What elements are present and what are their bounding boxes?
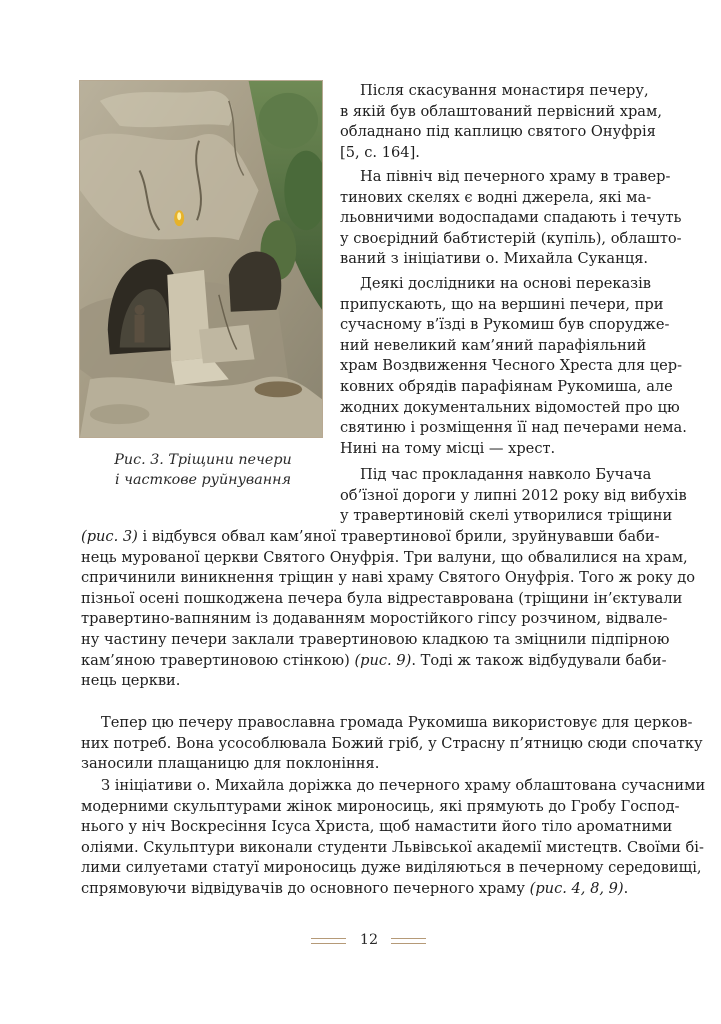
paragraph-3	[340, 274, 687, 459]
text-segment: .	[623, 879, 629, 897]
page-footer	[0, 930, 721, 950]
text-line: травертино-вапняним із додаванням моростійкого гіпсу розчином, відвале-	[81, 610, 668, 628]
text-line: Нині на тому місці — хрест.	[340, 439, 556, 457]
text-line: тинових скелях є водні джерела, які ма-	[340, 188, 652, 206]
text-segment: кам’яною травертиновою стінкою)	[81, 651, 355, 669]
footer-rule-left	[311, 938, 346, 944]
paragraph-5	[81, 713, 703, 775]
paragraph-1	[340, 81, 662, 163]
figure-caption	[100, 451, 306, 490]
text-line: Під час прокладання навколо Бучача	[360, 466, 652, 483]
text-line: святиню і розміщення її над печерами нема.	[340, 419, 687, 437]
text-line: сучасному в’їзді в Рукомиш був споруджe-	[340, 316, 670, 334]
text-line	[81, 651, 667, 672]
text-line: в якій був облаштований первісний храм,	[340, 102, 662, 120]
text-line: об’їзної дороги у липні 2012 року від вибухів	[340, 486, 687, 504]
figure-reference: (рис. 9)	[354, 651, 412, 669]
text-line: жодних документальних відомостей про цю	[340, 398, 680, 416]
caption-line-1: Рис. 3. Тріщини печери	[114, 452, 292, 468]
text-line: Після скасування монастиря печеру,	[360, 82, 649, 99]
paragraph-4-column	[340, 465, 687, 527]
figure-reference: (рис. 3)	[81, 528, 138, 545]
text-line: ковних обрядів парафіянам Рукомиша, але	[340, 377, 673, 395]
text-line: спричинили виникнення тріщин у наві храму Святого Онуфрія. Того ж року до	[81, 569, 695, 587]
text-line: заносили плащаницю для поклоніння.	[81, 755, 380, 773]
figure-reference: (рис. 4, 8, 9)	[529, 879, 624, 897]
text-line: них потреб. Вона усособлювала Божий гріб, у Страсну п’ятницю сюди спочатку	[81, 734, 703, 752]
text-line: оліями. Скульптури виконали студенти Львівської академії мистецтв. Своїми бі-	[81, 838, 704, 856]
text-line: ну частину печери заклали травертиновою кладкою та зміцнили підпірною	[81, 630, 670, 648]
text-line: припускають, що на вершині печери, при	[340, 295, 664, 313]
text-line	[81, 879, 641, 900]
text-line: [5, с. 164].	[340, 143, 420, 161]
cave-photo	[79, 80, 323, 438]
text-line: лими силуетами статуї мироносиць дуже виділяються в печерному середовищі,	[81, 859, 702, 877]
paragraph-6	[81, 776, 706, 900]
text-line: льовничими водоспадами спадають і течуть	[340, 209, 682, 227]
paragraph-4-full	[81, 527, 695, 692]
text-line	[81, 527, 660, 548]
text-line: пізньої осені пошкоджена печера була відреставрована (тріщини ін’єктували	[81, 589, 683, 607]
text-line: Тепер цю печеру православна громада Рукомиша використовує для церков-	[101, 714, 693, 731]
paragraph-2	[340, 167, 682, 270]
text-line: обладнано під каплицю святого Онуфрія	[340, 123, 656, 141]
text-line: Деякі дослідники на основі переказів	[360, 275, 652, 292]
text-line: храм Воздвиження Чесного Хреста для цер-	[340, 357, 683, 375]
text-line: нець церкви.	[81, 672, 181, 690]
cave-photo-illustration	[80, 81, 322, 437]
text-segment: . Тоді ж також відбудували баби-	[411, 651, 667, 669]
text-line: у травертиновій скелі утворилися тріщини	[340, 507, 673, 525]
caption-line-2: і часткове руйнування	[114, 471, 292, 488]
page-number: 12	[359, 932, 379, 948]
footer-rule-right	[391, 938, 426, 944]
text-segment: і відбувся обвал кам’яної травертинової брили, зруйнувавши баби-	[137, 528, 660, 545]
text-line: ний невеликий кам’яний парафіяльний	[340, 336, 647, 354]
text-line: нець мурованої церкви Святого Онуфрія. Три валуни, що обвалилися на храм,	[81, 548, 688, 566]
text-segment: спрямовуючи відвідувачів до основного печерного храму	[81, 879, 530, 897]
text-line: ваний з ініціативи о. Михайла Суканця.	[340, 250, 649, 268]
text-line: З ініціативи о. Михайла доріжка до печерного храму облаштована сучасними	[101, 777, 706, 794]
text-line: модерними скульптурами жінок мироносиць, які прямують до Гробу Господ-	[81, 797, 680, 815]
text-line: На північ від печерного храму в травер-	[360, 168, 671, 185]
text-line: нього у ніч Воскресіння Ісуса Христа, щоб намастити його тіло ароматними	[81, 818, 673, 836]
text-line: у своєрідний бабтистерій (купіль), облашто-	[340, 229, 682, 247]
